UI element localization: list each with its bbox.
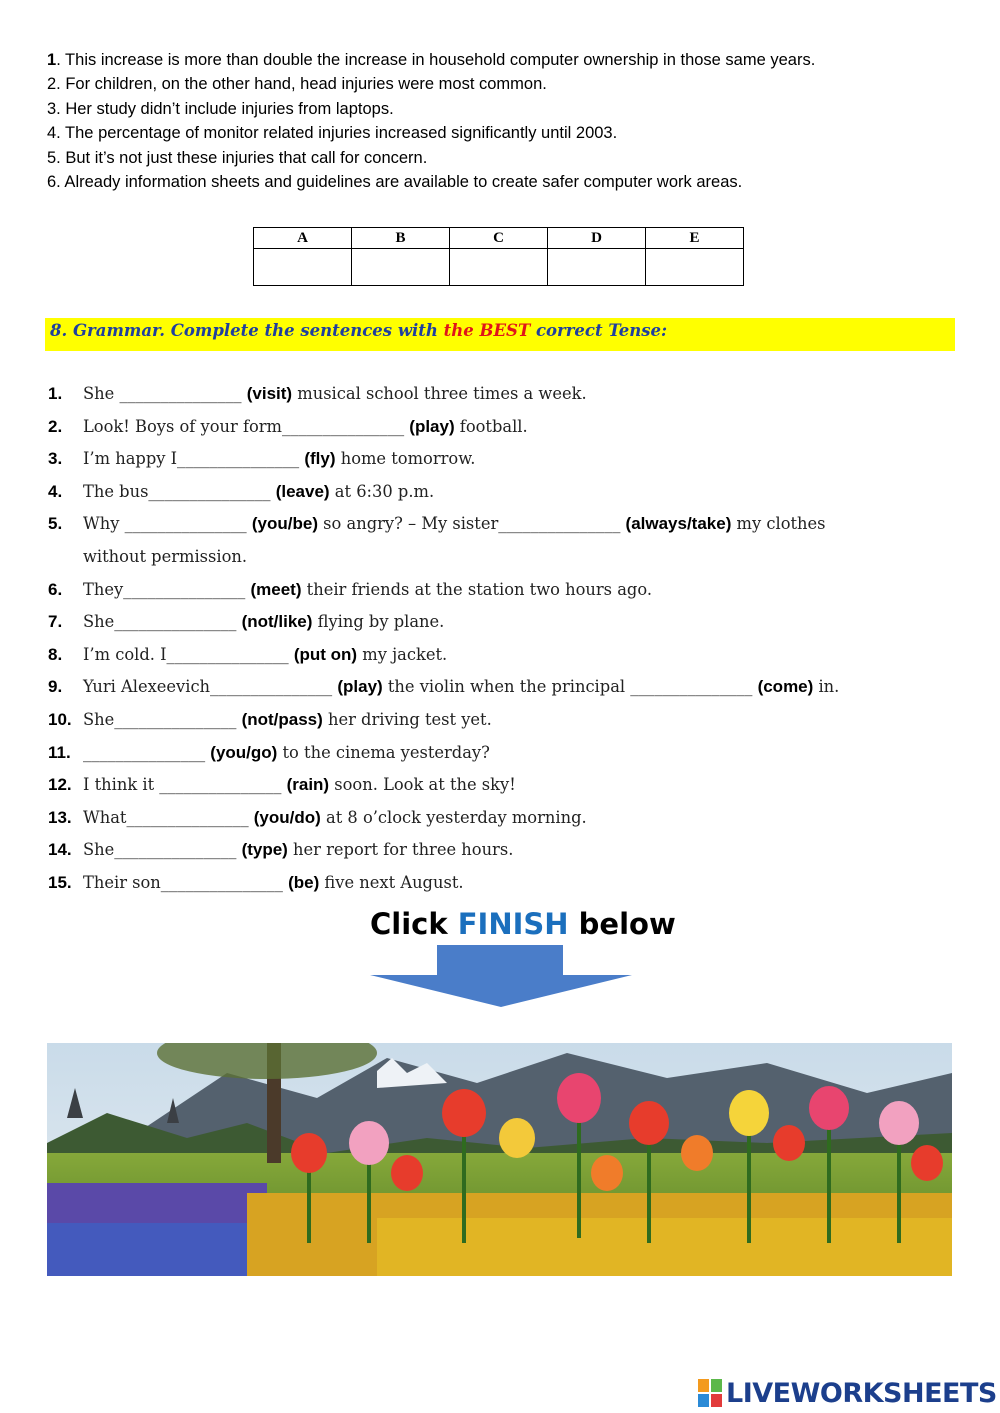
sentence-text: my jacket. xyxy=(357,644,448,664)
sentence-number: 5. xyxy=(48,514,63,534)
sentence-item xyxy=(48,443,968,476)
sentence-number: 13. xyxy=(48,807,72,827)
verb-hint: (rain) xyxy=(286,775,330,795)
statement-item xyxy=(47,146,967,170)
statement-item xyxy=(47,97,967,121)
sentence-text: at 8 o’clock yesterday morning. xyxy=(320,807,587,827)
sentence-item xyxy=(48,671,968,704)
sentence-number: 8. xyxy=(48,644,63,664)
finish-instruction xyxy=(370,907,676,941)
verb-hint: (play) xyxy=(409,416,455,436)
sentence-text: musical school three times a week. xyxy=(292,384,587,403)
grammar-header-part1: 8. Grammar. Complete the sentences with xyxy=(50,321,444,340)
sentence-text: to the cinema yesterday? xyxy=(277,742,490,762)
sentence-text: What_______________ xyxy=(83,807,254,827)
statement-item xyxy=(47,72,967,96)
statement-text: . This increase is more than double the increase in household computer ownership in those same years. xyxy=(56,51,816,69)
statement-item xyxy=(47,48,967,72)
verb-hint: (not/like) xyxy=(241,612,313,632)
sentence-number: 9. xyxy=(48,677,63,697)
sentence-text: her report for three hours. xyxy=(287,840,514,860)
statements-list xyxy=(47,48,967,194)
answer-col-b: B xyxy=(352,228,450,249)
sentence-list xyxy=(48,378,968,900)
statement-text: 5. But it’s not just these injuries that call for concern. xyxy=(47,148,428,167)
sentence-text: They_______________ xyxy=(83,579,251,599)
verb-hint: (play) xyxy=(337,677,383,697)
liveworksheets-wordmark: LIVEWORKSHEETS xyxy=(726,1377,997,1409)
sentence-item xyxy=(48,508,968,541)
sentence-item xyxy=(48,704,968,737)
sentence-text: She_______________ xyxy=(83,612,242,632)
answer-cell-b[interactable] xyxy=(352,249,450,286)
answer-col-a: A xyxy=(254,228,352,249)
sentence-text: Why _______________ xyxy=(83,514,252,534)
sentence-item xyxy=(48,769,968,802)
sentence-number: 14. xyxy=(48,840,72,860)
sentence-number: 6. xyxy=(48,579,63,599)
finish-click-text: Click xyxy=(370,907,458,941)
sentence-continuation: without permission. xyxy=(83,546,248,566)
sentence-text: I’m cold. I_______________ xyxy=(83,644,294,664)
sentence-text: so angry? – My sister_______________ xyxy=(318,514,626,534)
sentence-item xyxy=(48,802,968,835)
statement-text: 4. The percentage of monitor related injuries increased significantly until 2003. xyxy=(47,124,618,143)
sentence-text: their friends at the station two hours ago. xyxy=(301,579,653,599)
verb-hint: (type) xyxy=(241,840,288,860)
verb-hint: (visit) xyxy=(246,384,293,403)
verb-hint: (put on) xyxy=(293,644,358,664)
answer-col-c: C xyxy=(450,228,548,249)
verb-hint: (not/pass) xyxy=(241,709,323,729)
verb-hint: (you/be) xyxy=(251,514,318,534)
sentence-number: 15. xyxy=(48,872,72,892)
sentence-text: soon. Look at the sky! xyxy=(329,775,516,795)
sentence-text: her driving test yet. xyxy=(322,709,492,729)
sentence-number: 1. xyxy=(48,384,63,403)
sentence-item xyxy=(48,411,968,444)
sentence-text: She_______________ xyxy=(83,840,242,860)
sentence-text: Look! Boys of your form_______________ xyxy=(83,416,410,436)
sentence-item xyxy=(48,737,968,770)
sentence-text: at 6:30 p.m. xyxy=(329,481,435,501)
sentence-text: Their son_______________ xyxy=(83,872,289,892)
grammar-header-emphasis: the BEST xyxy=(443,321,531,340)
sentence-text: She_______________ xyxy=(83,709,242,729)
sentence-number: 11. xyxy=(48,742,71,762)
statement-text: 2. For children, on the other hand, head injuries were most common. xyxy=(47,75,547,94)
answer-col-d: D xyxy=(548,228,646,249)
verb-hint: (leave) xyxy=(275,481,330,501)
sentence-item xyxy=(48,834,968,867)
sentence-text: home tomorrow. xyxy=(335,449,476,469)
statement-text: 3. Her study didn’t include injuries from laptops. xyxy=(47,99,394,118)
sentence-item xyxy=(48,574,968,607)
sentence-text: The bus_______________ xyxy=(83,481,276,501)
sentence-text: She _______________ xyxy=(83,384,247,403)
statement-item xyxy=(47,170,967,194)
down-arrow-icon xyxy=(370,945,632,1007)
answer-cell-e[interactable] xyxy=(646,249,744,286)
answer-cell-c[interactable] xyxy=(450,249,548,286)
sentence-text: I think it _______________ xyxy=(83,775,287,795)
sentence-number: 12. xyxy=(48,775,72,795)
answer-table-header xyxy=(254,228,744,249)
verb-hint: (always/take) xyxy=(625,514,732,534)
liveworksheets-logo xyxy=(698,1377,997,1409)
verb-hint: (come) xyxy=(757,677,814,697)
verb-hint: (be) xyxy=(288,872,320,892)
verb-hint: (you/do) xyxy=(253,807,321,827)
sentence-text: my clothes xyxy=(731,514,826,534)
sentence-text: _______________ xyxy=(83,742,211,762)
answer-table xyxy=(253,227,744,286)
tulip-field-image xyxy=(47,1043,952,1276)
sentence-text: the violin when the principal _______________ xyxy=(382,677,758,697)
answer-cell-d[interactable] xyxy=(548,249,646,286)
sentence-text: flying by plane. xyxy=(312,612,445,632)
statement-text: 6. Already information sheets and guidelines are available to create safer computer work areas. xyxy=(47,172,743,191)
grammar-header-text xyxy=(50,321,667,340)
sentence-text: I’m happy I_______________ xyxy=(83,449,305,469)
sentence-item xyxy=(48,476,968,509)
sentence-number: 10. xyxy=(48,709,72,729)
answer-table-inputs xyxy=(254,249,744,286)
sentence-number: 7. xyxy=(48,612,63,632)
sentence-item xyxy=(48,378,968,411)
statement-item xyxy=(47,121,967,145)
sentence-text: Yuri Alexeevich_______________ xyxy=(83,677,338,697)
answer-col-e: E xyxy=(646,228,744,249)
sentence-item xyxy=(48,867,968,900)
grammar-header-part3: correct Tense: xyxy=(530,321,668,340)
sentence-number: 2. xyxy=(48,416,63,436)
grammar-section-header xyxy=(45,318,955,351)
verb-hint: (meet) xyxy=(250,579,302,599)
verb-hint: (fly) xyxy=(304,449,336,469)
sentence-text: in. xyxy=(813,677,840,697)
sentence-number: 3. xyxy=(48,449,63,469)
finish-below-text: below xyxy=(568,907,676,941)
sentence-text: five next August. xyxy=(319,872,464,892)
statement-number: 1 xyxy=(47,51,57,69)
sentence-number: 4. xyxy=(48,481,63,501)
liveworksheets-badge-icon xyxy=(698,1379,722,1407)
verb-hint: (you/go) xyxy=(210,742,278,762)
sentence-item xyxy=(48,639,968,672)
finish-keyword: FINISH xyxy=(457,907,569,941)
sentence-text: football. xyxy=(454,416,528,436)
answer-cell-a[interactable] xyxy=(254,249,352,286)
sentence-item xyxy=(48,606,968,639)
